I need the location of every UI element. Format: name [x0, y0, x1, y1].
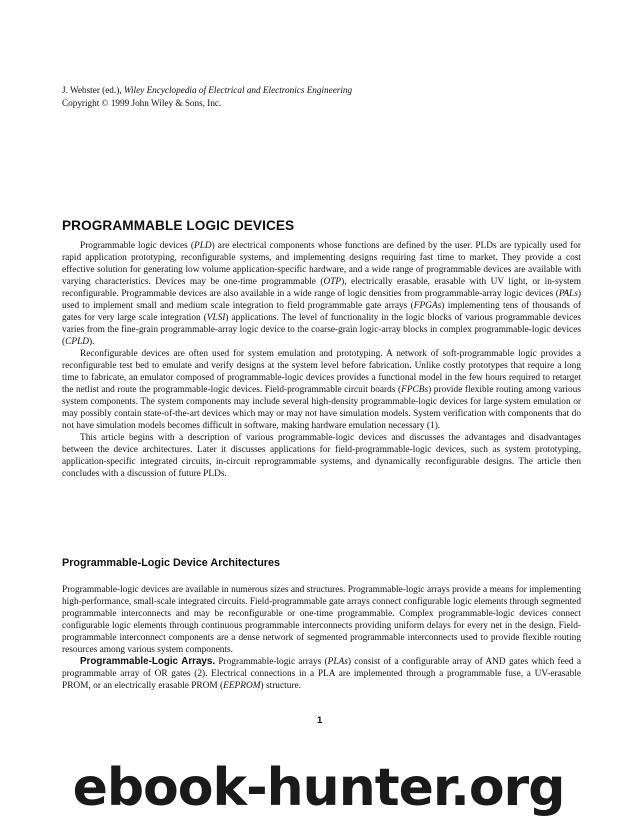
watermark-logo: ebook-hunter.org — [72, 758, 565, 818]
acronym: CPLD — [65, 337, 90, 347]
run-in-heading: Programmable-Logic Arrays. — [80, 656, 216, 667]
citation-prefix: J. Webster (ed.), — [62, 85, 124, 95]
acronym: FPCBs — [401, 385, 429, 395]
intro-paragraph-1: Programmable logic devices (PLD) are electrical components whose functions are defined by the user. PLDs are typically used for rapid application prototyping, reconfigurable systems, and implementing designs requiring fast time to market. They provide a cost effective solution for generating low volume application-specific hardware, and a wide range of programmable devices are available with varying characteristics. Devices may be one-time programmable (OTP), electrically erasable, erasable with UV light, or in-system reconfigurable. Programmable devices are also available in a wide range of logic densities from programmable-array logic devices (PALs) used to implement small and medium scale integration to field programmable gate arrays (FPGAs) implementing tens of thousands of gates for very large scale integration (VLSI) applications. The level of functionality in the logic blocks of various programmable devices varies from the fine-grain programmable-array logic device to the coarse-grain logic-array blocks in complex programmable-logic devices (CPLD). — [62, 241, 582, 347]
section-body — [62, 584, 581, 692]
acronym: PLAs — [327, 657, 348, 667]
encyclopedia-title: Wiley Encyclopedia of Electrical and Electronics Engineering — [123, 85, 353, 95]
section-heading: Programmable-Logic Device Architectures — [62, 557, 281, 569]
citation-line — [62, 84, 352, 97]
acronym: FPGAs — [413, 301, 442, 311]
section-paragraph-1: Programmable-logic devices are available in numerous sizes and structures. Programmable-logic arrays provide a means for implementing high-performance, small-scale integrated circuits. Field-programmable gate arrays connect configurable logic elements through segmented programmable interconnects and may be reconfigurable or one-time programmable. Complex programmable-logic devices connect configurable logic elements through continuous programmable interconnects providing uniform delays for every net in the design. Field-programmable interconnect components are a dense network of segmented programmable interconnects used to provide flexible routing resources among various system components. — [62, 585, 581, 655]
acronym: EEPROM — [223, 681, 261, 691]
intro-paragraph-2: Reconfigurable devices are often used for system emulation and prototyping. A network of soft-programmable logic provides a reconfigurable test bed to emulate and verify designs at the system level before fabrication. Unlike costly prototypes that require a long time to fabricate, an emulator composed of programmable-logic devices provides a functional model in the few hours required to retarget the netlist and route the programmable-logic devices. Field-programmable circuit boards (FPCBs) provide flexible routing among various system components. The system components may include several high-density programmable-logic devices for large system emulation or may possibly contain state-of-the-art devices which may or may not have simulation models. System verification with components that do not have simulation models becomes difficult in software, making hardware emulation necessary (1). — [62, 349, 581, 431]
intro-body — [62, 240, 581, 480]
section-paragraph-2: Programmable-Logic Arrays. Programmable-logic arrays (PLAs) consist of a configurable array of AND gates which feed a programmable array of OR gates (2). Electrical connections in a PLA are implemented through a programmable fuse, a UV-erasable PROM, or an electrically erasable PROM (EEPROM) structure. — [62, 656, 582, 691]
intro-paragraph-3: This article begins with a description of various programmable-logic devices and discusses the advantages and disadvantages between the device architectures. Later it discusses applications for field-programmable-logic devices, such as system prototyping, application-specific integrated circuits, in-circuit reprogrammable systems, and dynamically reconfigurable designs. The article then concludes with a discussion of future PLDs. — [62, 433, 581, 479]
acronym: VLSI — [206, 313, 226, 323]
acronym: OTP — [323, 277, 342, 287]
page-number: 1 — [317, 715, 323, 726]
acronym: PALs — [558, 289, 578, 299]
copyright-line: Copyright © 1999 John Wiley & Sons, Inc. — [62, 97, 222, 108]
citation-header — [62, 84, 352, 109]
article-title: PROGRAMMABLE LOGIC DEVICES — [62, 218, 295, 233]
acronym: PLD — [193, 241, 212, 251]
